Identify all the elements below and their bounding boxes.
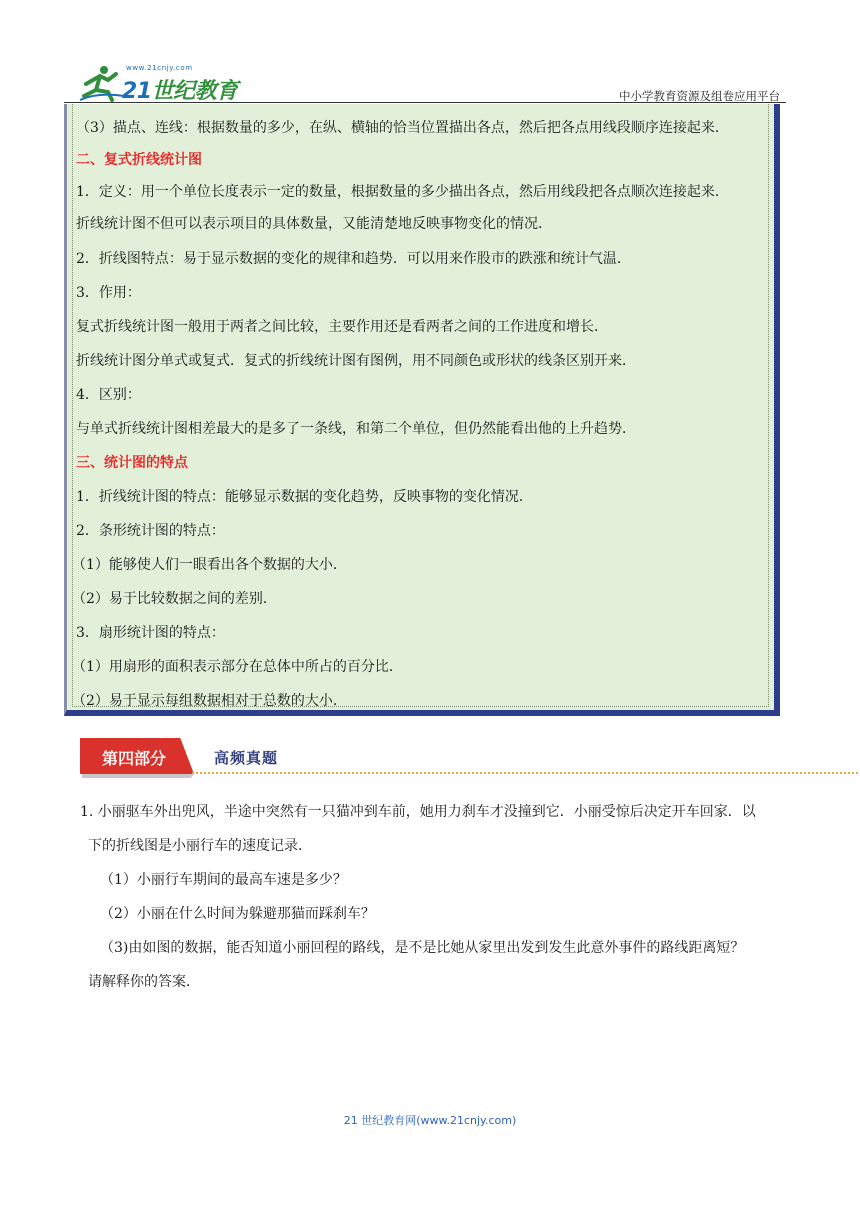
section-dotted-rule bbox=[192, 772, 860, 774]
brand-logo bbox=[78, 62, 258, 102]
knowledge-line: 与单式折线统计图相差最大的是多了一条线，和第二个单位，但仍然能看出他的上升趋势． bbox=[76, 421, 636, 437]
section-tag-shadow bbox=[82, 774, 194, 778]
knowledge-line: （3）描点、连线：根据数量的多少，在纵、横轴的恰当位置描出各点，然后把各点用线段顺序连接起来． bbox=[76, 120, 729, 136]
question-sub-2: （2）小丽在什么时间为躲避那猫而踩刹车？ bbox=[100, 906, 375, 922]
knowledge-line: 4．区别： bbox=[76, 387, 141, 403]
question-line-2: 下的折线图是小丽行车的速度记录． bbox=[88, 838, 312, 854]
question-line-1: 1. 小丽驱车外出兜风，半途中突然有一只猫冲到车前，她用力刹车才没撞到它．小丽受惊后决定开车回家．以 bbox=[80, 804, 756, 820]
knowledge-line: （2）易于显示每组数据相对于总数的大小． bbox=[72, 693, 347, 709]
question-sub-3-cont: 请解释你的答案． bbox=[88, 974, 200, 990]
knowledge-line: 2．条形统计图的特点： bbox=[76, 523, 225, 539]
section-banner bbox=[80, 738, 800, 778]
knowledge-line: 复式折线统计图一般用于两者之间比较，主要作用还是看两者之间的工作进度和增长． bbox=[76, 319, 608, 335]
knowledge-line: （1）能够使人们一眼看出各个数据的大小． bbox=[72, 557, 347, 573]
knowledge-line: （2）易于比较数据之间的差别． bbox=[72, 591, 277, 607]
knowledge-line: 1．定义：用一个单位长度表示一定的数量，根据数量的多少描出各点，然后用线段把各点顺次连接起来． bbox=[76, 184, 729, 200]
logo-name: 世纪教育 bbox=[151, 79, 238, 104]
logo-url: www.21cnjy.com bbox=[126, 64, 193, 72]
question-sub-1: （1）小丽行车期间的最高车速是多少？ bbox=[100, 872, 347, 888]
knowledge-line: 折线统计图分单式或复式．复式的折线统计图有图例，用不同颜色或形状的线条区别开来． bbox=[76, 353, 636, 369]
page-footer: 21 世纪教育网(www.21cnjy.com) bbox=[343, 1114, 517, 1127]
knowledge-line: （1）用扇形的面积表示部分在总体中所占的百分比． bbox=[72, 659, 403, 675]
knowledge-line: 2．折线图特点：易于显示数据的变化的规律和趋势．可以用来作股市的跌涨和统计气温． bbox=[76, 251, 631, 267]
question-sub-3: （3)由如图的数据，能否知道小丽回程的路线，是不是比她从家里出发到发生此意外事件的路线距离短？ bbox=[100, 940, 745, 956]
runner-logo-icon bbox=[78, 62, 126, 102]
page-header bbox=[0, 0, 860, 104]
knowledge-line: 1．折线统计图的特点：能够显示数据的变化趋势，反映事物的变化情况． bbox=[76, 489, 533, 505]
header-divider bbox=[64, 102, 786, 103]
knowledge-heading: 二、复式折线统计图 bbox=[76, 152, 202, 168]
section-title: 高频真题 bbox=[214, 749, 279, 767]
platform-caption: 中小学教育资源及组卷应用平台 bbox=[619, 89, 780, 103]
knowledge-line: 3．作用： bbox=[76, 285, 141, 301]
logo-number: 21 bbox=[122, 79, 152, 104]
knowledge-line: 折线统计图不但可以表示项目的具体数量，又能清楚地反映事物变化的情况． bbox=[76, 216, 552, 232]
logo-wordmark bbox=[122, 74, 238, 105]
section-label: 第四部分 bbox=[102, 749, 167, 768]
knowledge-line: 3．扇形统计图的特点： bbox=[76, 625, 225, 641]
knowledge-heading: 三、统计图的特点 bbox=[76, 455, 188, 471]
